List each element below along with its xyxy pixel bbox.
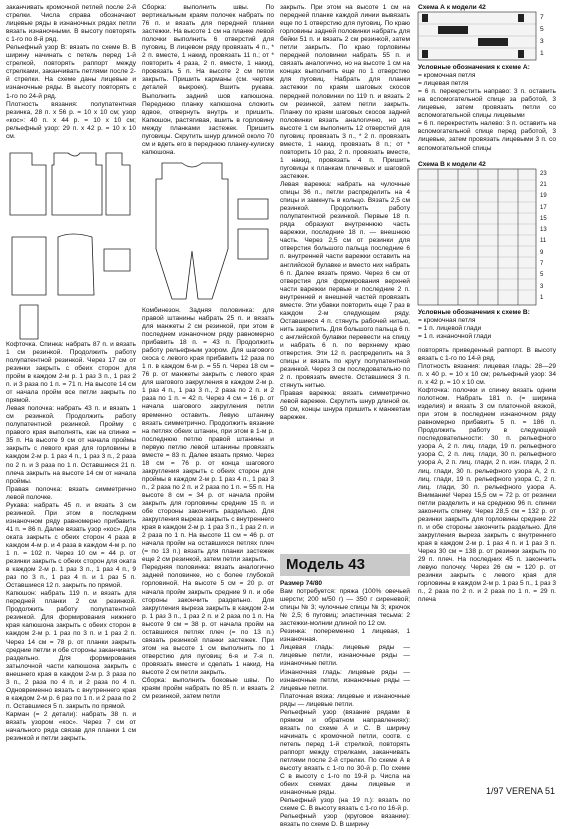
legend-item: = 1 п. лицевой глади (418, 324, 482, 332)
scheme-a-title: Схема А к модели 42 (418, 4, 486, 11)
scheme-b-chart (418, 169, 538, 307)
paragraph: Лицевая гладь: лицевые ряды — лицевые петли, изнаночные ряды — изнаночные петли. (280, 644, 410, 668)
text-column-3 (280, 4, 410, 552)
paragraph: Плотность вязания: лицевая гладь: 28—29 п. х 40 р. = 10 х 10 см; рельефный узор: 34 п. х 42 р. = 10 х 10 см. (418, 362, 556, 386)
paragraph: Резинка: попеременно 1 лицевая, 1 изнаночная. (280, 628, 410, 644)
row-number: 1 (540, 50, 544, 58)
paragraph: Рельефный узор (круговое вязание): вязать по схеме D. В ширину (280, 813, 410, 829)
row-number: 23 (540, 170, 547, 177)
paragraph: повторять приведенный раппорт. В высоту вязать с 1-го по 14-й ряд. (418, 346, 556, 362)
row-number: 1 (540, 294, 544, 301)
row-number: 19 (540, 193, 547, 200)
size-label: Размер 74/80 (280, 580, 323, 587)
row-number: 7 (540, 14, 544, 22)
paragraph: Передняя половинка: вязать аналогично задней половинке, но с более глубокой горловиной. На высоте 5 см = 20 р. от начала пройм закрыть средние 9 п. и обе стороны закончить раздельно. Для закругления выреза закрыть в каждом 2-м р. 1 раз 3 п., 1 раз 2 п. и 2 раза по 1 п. На высоте 9 см = 38 р. от начала пройм на оставшихся петлях плеч (= по 13 п.) связать резинкой планки застежек. При этом на высоте 1 см выполнить по 1 отверстию для пуговиц: 6-я и 7-я п. провязать вместе и сделать 1 накид. На высоте 2 см петли закрыть. (142, 564, 274, 676)
scheme-a-chart (418, 12, 556, 62)
paragraph: Вам потребуется: пряжа (100% овечьей шерсти; 200 м/50 г) — 350 г сиреневой; спицы № 3; чулочные спицы № 3; крючок № 2,5; 6 пуговиц; эластичная тесьма: 2 застежки-молнии длиной по 12 см. (280, 588, 410, 628)
row-number: 15 (540, 215, 547, 222)
text-column-2 (142, 4, 274, 790)
row-number: 5 (540, 272, 544, 279)
paragraph: Левая варежка: набрать на чулочные спицы 36 п., петли распределить на 4 спицы и замкнуть в кольцо. Вязать 2,5 см резинкой. Продолжить работу полупатентной резинкой. Первые 18 п. ряда образуют внутреннюю часть варежки, последние 18 п. — внешнюю часть. Через 2,5 см от резинки для отверстия большого пальца последние 6 п. внутренней части варежки оставить на английской булавке и вместо них набрать 6 п. Далее вязать прямо. Через 6 см от отверстия для формирования верхней части варежки первые и последние 2 п. внутренней и внешней частей провязать вместе. Эти убавки повторить еще 7 раз в каждом 2-м следующем ряду. Оставшиеся 4 п. стянуть рабочей нитью, нить закрепить. Для большого пальца 6 п. с английской булавки перевести на спицу и набрать 6 п. по верхнему краю отверстия. Эти 12 п. распределить на 3 спицы и вязать по кругу полупатентной резинкой. Через 3 см последовательно по 2 п. провязать вместе. Оставшиеся 3 п. стянуть нитью. (280, 181, 410, 390)
overall-schematic (142, 157, 274, 307)
paragraph: Сборка: выполнить боковые швы. По краям пройм набрать по 85 п. и вязать 2 см резинкой, затем петли (142, 677, 274, 701)
text-column-3b (280, 580, 410, 829)
schemes-column (418, 4, 556, 790)
legend-item: = 6 п. перекрестить направо: 3 п. оставить на вспомогательной спице за работой, 3 лицевые, затем провязать петли со вспомогательной спицы лицевыми (418, 88, 556, 120)
paragraph: Сборка: выполнить швы. По вертикальным краям полочек набрать по 76 п. и вязать для передней планки застежки. На высоте 1 см на планке левой полочки выполнить 6 отверстий для пуговиц. В лицевом ряду провязать 4 п., * 2 п. вместе, 1 накид, провязать 11 п.; от * повторить 4 раза, 2 п. вместе, 1 накид, провязать 5 п. На высоте 2 см петли закрыть. Пришить карманы (см. чертеж деталей выкроек). Вшить рукава. Выполнить задний шов капюшона. Переднюю планку капюшона сложить вдвое, отвернуть внутрь и пришить. Капюшон, растягивая, вшить в горловину между планками застежек. Пришить пуговицы. Скрутить шнур длиной около 70 см и вдеть его в переднюю планку-кулиску капюшона. (142, 4, 274, 156)
row-number: 3 (540, 38, 544, 46)
row-number: 7 (540, 260, 544, 267)
row-number: 5 (540, 26, 544, 34)
pattern-schematic (6, 141, 136, 341)
legend-item: = кромочная петля (418, 316, 476, 324)
page-footer: 1/97 VERENA 51 (485, 786, 555, 796)
paragraph: Капюшон: набрать 119 п. и вязать для передней планки 2 см резинкой. Продолжить работу полупатентной резинкой. Для формирования нижнего края капюшона закрыть с обеих сторон в каждом 2-м р. 1 раз по 3 п. и 1 раз 2 п. Через 14 см = 78 р. от планки закрыть средние петли и обе стороны заканчивать раздельно. Для формирования затылочной части капюшона закрыть с внешнего края в каждом 2-м р. 3 раза по 3 п., 2 раза по 4 п. и 2 раза по 4 п. Одновременно вязать с внутреннего края в каждом 2-м р. 6 раз по 1 п. и 2 раза по 2 п. Оставшиеся 5 п. закрыть по прямой. (6, 590, 136, 710)
row-number: 3 (540, 283, 544, 290)
paragraph: Рельефный узор (на 19 п.): вязать по схеме С. В высоту вязать с 1-го по 16-й р. (280, 797, 410, 813)
paragraph: Рукава: набрать 45 п. и вязать 3 см резинкой. При этом в последнем изнаночном ряду равномерно прибавить 41 п. = 86 п. Далее вязать узор «кос». Для оката закрыть с обеих сторон 4 раза в каждом 4-м р. и 4 раза в каждом 4-м р. по 1 п. = 102 п. Через 10 см = 44 р. от резинки закрыть с обеих сторон для оката в каждом 2-м р. 1 раз 3 п., 1 раз 4 п., 9 раз по 3 п., 1 раз 4 п. и 1 раз 5 п. Оставшиеся 12 п. закрыть по прямой. (6, 501, 136, 590)
legend-item: = кромочная петля (418, 72, 476, 80)
scheme-b-title: Схема В к модели 42 (418, 160, 486, 168)
paragraph: Кофточка: полочки и спинку вязать одним полотном. Набрать 181 п. (= ширина изделия) и вязать 3 см платочной вязкой, при этом в последнем изнаночном ряду равномерно прибавить 5 п. = 186 п. Продолжить работу в следующей последовательности: 30 п. рельефного узора А, 2 п. лиц. глади, 19 п. рельефного узора С, 2 п. лиц. глади, 30 п. рельефного узора А, 2 п. лиц. глади, 2 п. изн. глади, 2 п. лиц. глади, 30 п. рельефного узора А, 2 п. лиц. глади, 19 п. рельефного узора С, 2 п. лиц. глади, 30 п. рельефного узора А. Внимание! Через 15,5 см = 72 р. от резинки петли разделить и на среднюю 96 п. спинки закончить спинку. Через 28,5 см = 132 р. от резинки закрыть для горловины средние 22 п. и обе стороны закончить раздельно. Для закругления выреза закрыть с внутреннего края в каждом 2-м р. 1 раз 4 п. и 1 раз 3 п. Через 30 см = 138 р. от резинки закрыть по 29 п. плеч. На последних 45 п. закончить левую полочку. Через 26 см = 120 р. от резинки закрыть с левого края для горловины в каждом 2-м р. 1 раз 5 п., 1 раз 3 п., 2 раза по 2 п. и 2 раза по 1 п. = 29 п. плеча (418, 387, 556, 604)
scheme-a-grid (418, 12, 556, 64)
legend-item: = 6 п. перекрестить налево: 3 п. оставить на вспомогательной спице перед работой, 3 лицевые, затем провязать лицевыми 3 п. со вспомогательной спицы (418, 120, 556, 152)
jumpsuit-diagram (142, 159, 274, 309)
row-number: 21 (540, 181, 547, 188)
model-heading: Модель 43 (280, 554, 410, 576)
paragraph: Рельефный узор (вязание рядами в прямом и обратном направлениях): вязать по схеме А и С. В ширину начинать с кромочной петли, соотв. с петель перед 1-й стрелкой, повторять раппорт между стрелками, заканчивать петлями после 2-й стрелки. По схеме А в высоту вязать с 1-го по 30-й р. По схеме С в высоту с 1-го по 19-й р. Числа на обеих схемах даны лицевые и изнаночные ряды. (280, 708, 410, 797)
paragraph: Карман (= 2 детали): набрать 38 п. и вязать узором «кос». Через 7 см от начального ряда связав для планки 1 см резинкой и петли закрыть. (6, 710, 136, 743)
paragraph: Комбинезон. Задняя половинка: для правой штанины набрать 25 п. и вязать для манжеты 2 см резинкой, при этом в последнем изнаночном ряду равномерно прибавить 18 п. = 43 п. Продолжить работу рельефным узором. Для шагового скоса с левого края прибавить 12 раза по 1 п. в каждом 6-м р. = 55 п. Через 18 см = 76 р. от манжеты закрыть с левого края для шагового закругления в каждом 2-м р. 1 раз 4 п., 1 раз 3 п., 2 раза по 2 п. и 2 раза по 1 п. = 42 п. Через 4 см = 16 р. от начала шагового закругления петли временно оставить. Левую штанину вязать симметрично. Продолжить вязание на петлях обеих штанин, при этом в 1-м р. последнюю петлю правой штанины и первую петлю левой штанины провязать вместе = 83 п. Далее вязать прямо. Через 18 см = 76 р. от конца шагового закругления закрыть с обеих сторон для проймы в каждом 2-м р. 1 раз 4 п., 1 раз 3 п., 2 раза по 2 п. и 2 раза по 1 п. = 55 п. На высоте 8 см = 34 р. от начала пройм закрыть для горловины средние 15 п. и обе стороны закончить раздельно. Для закругления выреза закрыть с внутреннего края в каждом 2-м р. 1 раз 3 п., 1 раз 2 п. и 2 раза по 1 п. На высоте 11 см = 46 р. от начала пройм на оставшихся петлях плеч (= по 13 п.) вязать для планки застежек еще 2 см резинкой, затем петли закрыть. (142, 306, 274, 564)
paragraph: Правая варежка: вязать симметрично левой варежке. Скрутить шнур длиной ок. 50 см, концы шнура пришить к манжетам варежек. (280, 390, 410, 422)
text-column-1 (6, 4, 136, 790)
row-number: 11 (540, 238, 547, 245)
paragraph: Кофточка. Спинка: набрать 87 п. и вязать 1 см резинкой. Продолжить работу полупатентной резинкой. Через 17 см от резинки закрыть с обеих сторон для пройм в каждом 2-м р. 1 раз 3 п., 1 раз 2 п. и 3 раза по 1 п. = 71 п. На высоте 14 см от начала пройм все петли закрыть по прямой. (6, 340, 136, 405)
row-number: 9 (540, 249, 544, 256)
legend-b-title: Условные обозначения к схеме В: (418, 308, 530, 316)
row-number: 17 (540, 204, 547, 211)
row-number: 13 (540, 227, 547, 234)
legend-item: = 1 п. изнаночной глади (418, 332, 492, 340)
legend-item: = лицевая петля (418, 80, 469, 88)
scheme-b-grid (418, 169, 556, 309)
paragraph: заканчивать кромочной петлей после 2-й стрелки. Числа справа обозначают лицевые ряды в изнаночных рядах петли вязать изнаночными. В высоту повторять с 1-го по 8-й ряд. (6, 4, 136, 44)
paragraph: Правая полочка: вязать симметрично левой полочке. (6, 485, 136, 501)
garment-diagram (6, 145, 136, 345)
paragraph: Изнаночная гладь: лицевые ряды — изнаночные петли, изнаночные ряды — лицевые петли. (280, 668, 410, 692)
paragraph: Рельефный узор В: вязать по схеме В. В ширину начинать с петель перед 1-й стрелкой, повторять раппорт между стрелками, заканчивать петлями после 2-й стрелки. На схеме даны лицевые и изнаночные ряды. В высоту повторять с 1-го по 24-й ряд. (6, 44, 136, 100)
paragraph: Платочная вязка: лицевые и изнаночные ряды — лицевые петли. (280, 692, 410, 708)
paragraph: Левая полочка: набрать 43 п. и вязать 1 см резинкой. Продолжить работу полупатентной резинкой. Пройму с правого края выполнять, как на спинке = 35 п. На высоте 9 см от начала проймы закрыть с левого края для горловины в каждом 2-м р. 1 раз 4 п., 1 раз 3 п., 2 раза по 2 п. и 3 раза по 1 п. Оставшиеся 21 п. плеча закрыть на высоте 14 см от начала проймы. (6, 405, 136, 485)
paragraph: закрыть. При этом на высоте 1 см на передней планке каждой линии вывязать еще по 1 отверстию для пуговиц. По краю горловины задней половинки набрать для бейки 51 п. и вязать 2 см резинкой, затем петли закрыть. По краю горловины передней половинки набрать 55 п. и связать аналогично, но на высоте 1 см на концах выполнить еще по 1 отверстию для пуговиц. Набрать для планки застежки по краям шаговых скосов передней половинки по 119 п. и вязать 2 см резинкой, затем петли закрыть. Планку по краям шаговых скосов задней половинки вязать аналогично, но на высоте 1 см выполнить 12 отверстий для пуговиц: провязать 3 п., * 2 п. провязать вместе, 1 накид, провязать 8 п.; от * повторить 10 раз, 2 п. провязать вместе, 1 накид, провязать 4 п. Пришить пуговицы к планкам плечевых и шаговой застежек. (280, 4, 410, 180)
legend-a-title: Условные обозначения к схеме А: (418, 64, 530, 72)
paragraph: Плотность вязания: полупатентная резинка, 28 п. х 56 р. = 10 х 10 см; узор «кос»: 40 п. х 44 р. = 10 х 10 см; рельефный узор: 29 п. х 42 р. = 10 х 10 см. (6, 100, 136, 140)
